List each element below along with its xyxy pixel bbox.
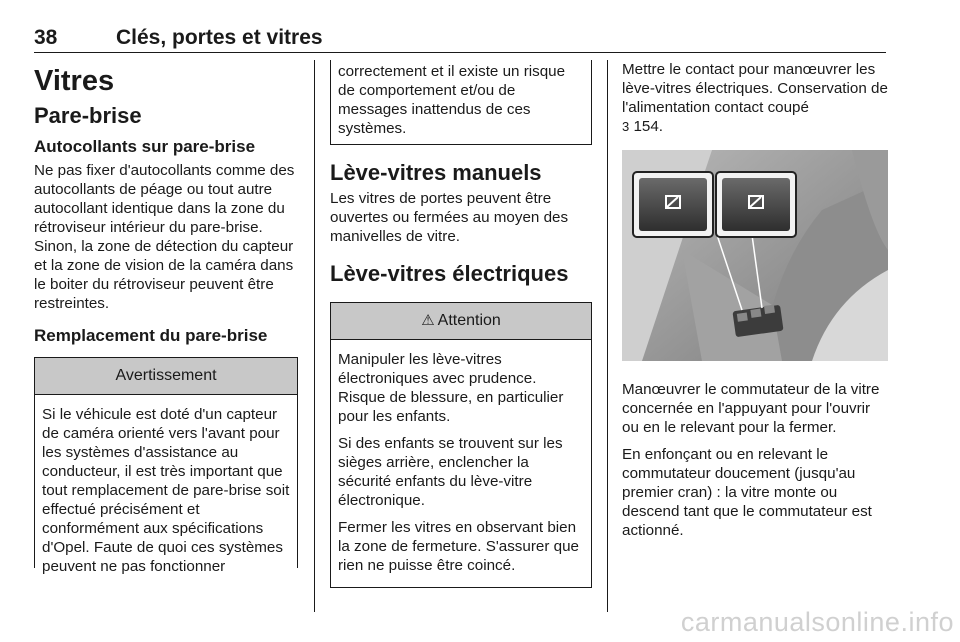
attention-paragraph-3: Fermer les vitres en observant bien la zone de fermeture. S'assurer que rien ne puisse être coincé. (338, 519, 579, 574)
heading-pare-brise: Pare-brise (34, 103, 142, 128)
page-header (34, 26, 886, 53)
warning-continued-text: correctement et il existe un risque de comportement et/ou de messages inattendus de ces systèmes. (338, 63, 566, 137)
attention-title: Attention (437, 312, 501, 329)
column-middle (330, 60, 592, 588)
column-divider (607, 60, 608, 612)
watermark: carmanualsonline.info (680, 607, 954, 637)
paragraph-autocollants: Ne pas fixer d'autocollants comme des autocollants de péage ou tout autre autocollant identique dans la zone du rétroviseur intérieur du pare-brise. Sinon, la zone de détection du capteur et la zone de vision de la caméra dans le boiter du rétroviseur peuvent être restreintes. (34, 162, 295, 312)
page-reference-icon: 3 (622, 119, 630, 134)
column-left (34, 60, 298, 575)
warning-title: Avertissement (35, 358, 297, 395)
warning-box-continued (330, 60, 592, 145)
paragraph-contact: Mettre le contact pour manœuvrer les lève-vitres électriques. Conservation de l'alimentation contact coupé 3 154. (622, 61, 888, 135)
paragraph-commutateur: Manœuvrer le commutateur de la vitre concernée en l'appuyant pour l'ouvrir ou en le relevant pour la fermer. (622, 381, 880, 436)
heading-remplacement: Remplacement du pare-brise (34, 326, 268, 345)
page-number: 38 (34, 26, 58, 49)
warning-box (34, 357, 298, 575)
heading-leve-vitres-manuels: Lève-vitres manuels (330, 160, 542, 185)
heading-vitres: Vitres (34, 65, 115, 97)
section-title: Clés, portes et vitres (116, 26, 323, 49)
attention-paragraph-2: Si des enfants se trouvent sur les sièges arrière, enclencher la sécurité enfants du lève-vitre électronique. (338, 435, 563, 509)
heading-leve-vitres-electriques: Lève-vitres électriques (330, 261, 569, 286)
column-divider (314, 60, 315, 612)
paragraph-manuels: Les vitres de portes peuvent être ouvertes ou fermées au moyen des manivelles de vitre. (330, 190, 569, 245)
warning-triangle-icon: ⚠ (421, 312, 435, 329)
attention-header (331, 303, 591, 340)
attention-paragraph-1: Manipuler les lève-vitres électroniques avec prudence. Risque de blessure, en particulier pour les enfants. (338, 351, 564, 425)
window-switch-photo (622, 150, 888, 361)
attention-box (330, 302, 592, 588)
page-reference[interactable]: 154. (633, 118, 664, 135)
column-right (622, 60, 888, 548)
heading-autocollants: Autocollants sur pare-brise (34, 137, 256, 156)
warning-text: Si le véhicule est doté d'un capteur de caméra orienté vers l'avant pour les systèmes d'assistance au conducteur, il est très important que tout remplacement de pare-brise soit effectué précisément et conformément aux spécifications d'Opel. Faute de quoi ces systèmes peuvent ne pas fonctionner (42, 406, 290, 575)
paragraph-enfoncant: En enfonçant ou en relevant le commutateur doucement (jusqu'au premier cran) : la vitre monte ou descend tant que le commutateur est actionné. (622, 446, 872, 539)
